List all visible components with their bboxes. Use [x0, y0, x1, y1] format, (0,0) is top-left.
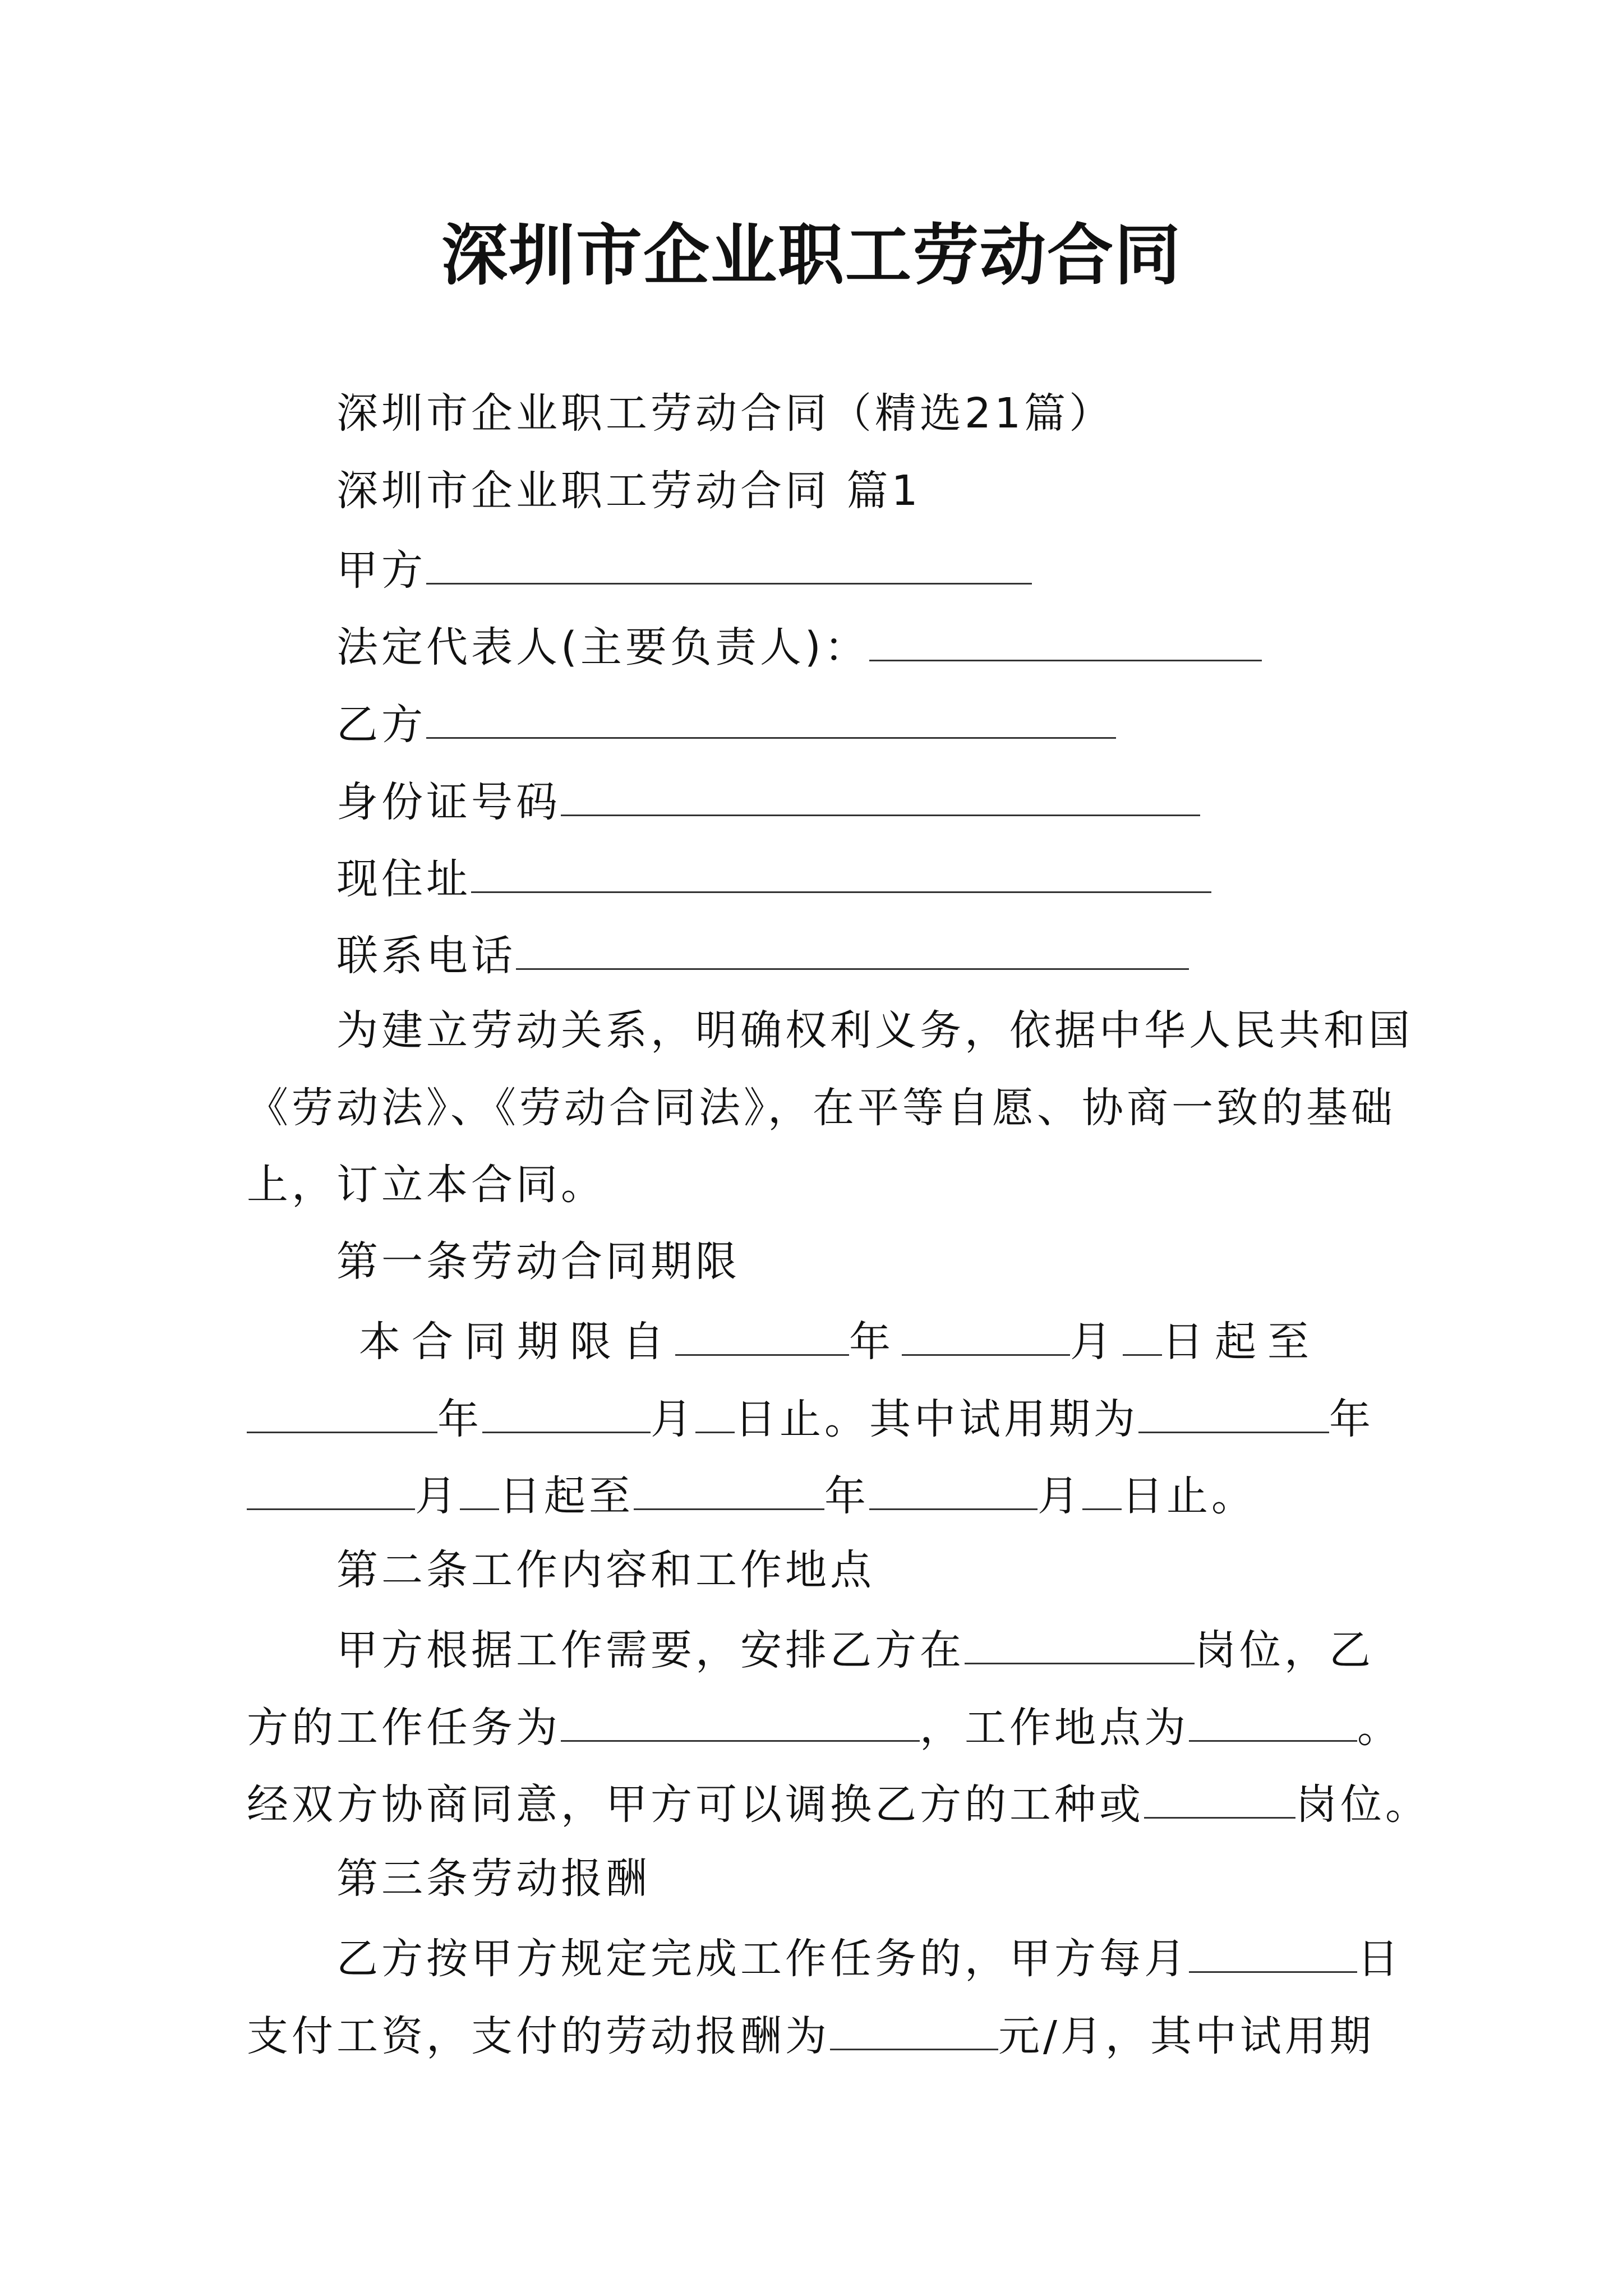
id-number-label: 身份证号码 — [336, 778, 561, 826]
term-start-month-blank[interactable] — [902, 1318, 1070, 1356]
work-task-blank[interactable] — [561, 1704, 920, 1742]
term-end-day-blank[interactable] — [695, 1396, 735, 1433]
address-blank[interactable] — [471, 855, 1211, 893]
party-a-label: 甲方 — [336, 546, 426, 595]
term-line-2: 年 月 日止。其中试用期为 年 — [247, 1396, 1374, 1440]
probation-end-day-blank[interactable] — [1082, 1473, 1122, 1510]
work-line-1: 甲方根据工作需要，安排乙方在 岗位，乙 — [336, 1626, 1374, 1674]
pay-line-1: 乙方按甲方规定完成工作任务的，甲方每月 日 — [336, 1935, 1402, 1983]
section-heading — [336, 467, 921, 515]
work-location-blank[interactable] — [1189, 1704, 1357, 1742]
probation-start-day-blank[interactable] — [460, 1473, 499, 1510]
phone-label: 联系电话 — [336, 932, 516, 980]
id-number-line — [336, 778, 1200, 826]
phone-line — [336, 932, 1189, 980]
preamble-line-2: 《劳动法》、《劳动合同法》，在平等自愿、协商一致的基础 — [247, 1084, 1396, 1132]
work-line-2: 方的工作任务为 ，工作地点为 。 — [247, 1704, 1402, 1752]
term-end-year-blank[interactable] — [247, 1396, 437, 1433]
article-1-heading: 第一条劳动合同期限 — [336, 1237, 740, 1286]
legal-rep-blank[interactable] — [869, 624, 1262, 661]
term-end-month-blank[interactable] — [482, 1396, 651, 1433]
article-2-heading: 第二条工作内容和工作地点 — [336, 1546, 875, 1594]
document-title: 深圳市企业职工劳动合同 — [441, 216, 1182, 294]
party-b-blank[interactable] — [426, 701, 1116, 739]
work-line-3: 经双方协商同意，甲方可以调换乙方的工种或 岗位。 — [247, 1780, 1430, 1829]
probation-end-month-blank[interactable] — [869, 1473, 1038, 1510]
preamble-line-3: 上，订立本合同。 — [247, 1161, 606, 1209]
pay-line-2: 支付工资，支付的劳动报酬为 元/月，其中试用期 — [247, 2012, 1375, 2060]
party-a-blank[interactable] — [426, 547, 1032, 585]
id-number-blank[interactable] — [561, 779, 1200, 816]
party-b-label: 乙方 — [336, 701, 426, 749]
probation-start-year-blank[interactable] — [1138, 1396, 1329, 1433]
collection-subtitle — [336, 389, 1114, 438]
legal-rep-line — [336, 623, 1262, 671]
section-heading-text: 深圳市企业职工劳动合同 篇1 — [336, 467, 921, 515]
party-a-line — [336, 546, 1032, 595]
term-line-3: 月 日起至 年 月 日止。 — [247, 1473, 1256, 1517]
term-start-year-blank[interactable] — [675, 1318, 849, 1356]
payday-blank[interactable] — [1189, 1935, 1357, 1973]
position-blank[interactable] — [965, 1627, 1195, 1664]
article-3-heading: 第三条劳动报酬 — [336, 1855, 651, 1903]
preamble-line-1: 为建立劳动关系，明确权利义务，依据中华人民共和国 — [336, 1006, 1413, 1055]
salary-amount-blank[interactable] — [830, 2013, 998, 2050]
probation-end-year-blank[interactable] — [634, 1473, 824, 1510]
subtitle-text: 深圳市企业职工劳动合同（精选21篇） — [336, 389, 1114, 438]
probation-start-month-blank[interactable] — [247, 1473, 415, 1510]
legal-rep-label: 法定代表人(主要负责人)： — [336, 623, 869, 671]
term-line-1: 本合同期限自 年 月 日起至 — [359, 1318, 1320, 1366]
phone-blank[interactable] — [516, 932, 1189, 970]
address-line — [336, 855, 1211, 903]
job-change-blank[interactable] — [1144, 1781, 1295, 1819]
party-b-line — [336, 701, 1116, 749]
address-label: 现住址 — [336, 855, 471, 903]
term-start-day-blank[interactable] — [1123, 1318, 1162, 1356]
